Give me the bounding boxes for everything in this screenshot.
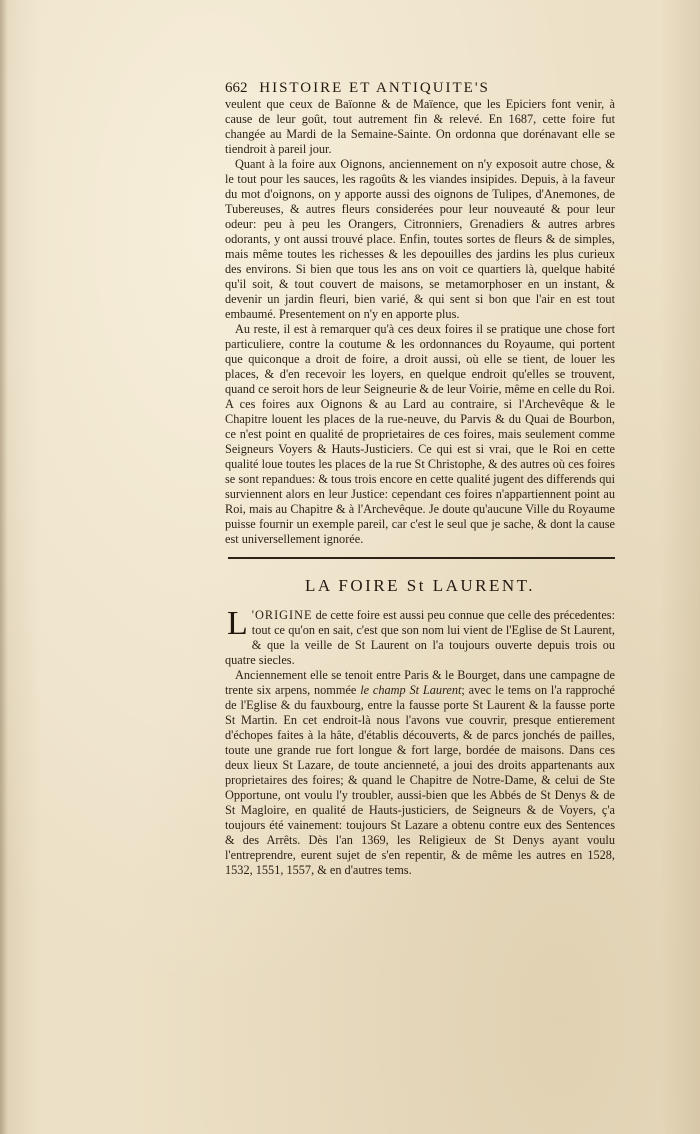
running-title: HISTOIRE ET ANTIQUITE'S — [259, 80, 490, 96]
running-head — [225, 80, 625, 97]
section-title: LA FOIRE St LAURENT. — [304, 576, 536, 595]
section-divider-rule — [228, 557, 615, 559]
page-number: 662 — [225, 80, 248, 96]
drop-cap: L — [227, 605, 248, 642]
italic-place-name: le champ St Laurent — [360, 683, 462, 697]
paragraph-anciennement-part2: ; avec le tems on l'a rapproché de l'Eglise & du fauxbourg, entre la fausse porte St Laurent & la fausse porte St Martin. En cet endroit-là nous l'avons vue couvrir, presque entierement d'échopes faites à la hâte, d'établis découverts, & de parcs jonchés de pailles, toute une grande rue fort longue & fort large, bordée de maisons. Dans ces deux lieux St Lazare, de toute ancienneté, a joui des droits appartenants aux proprietaires des foires; & quand le Chapitre de Notre-Dame, & celui de Ste Opportune, ont voulu l'y troubler, aussi-bien que les Abbés de St Denys & de St Magloire, en qualité de Hauts-justiciers, de Seigneurs & de Voyers, ç'a toujours été vainement: toujours St Lazare a obtenu contre eux des Sentences & des Arrêts. Dès l'an 1369, les Religieux de St Denys ayant voulu l'entreprendre, eurent sujet de s'en repentir, & de même les autres en 1528, 1532, 1551, 1557, & en d'autres tems. — [225, 683, 616, 877]
paragraph-origine-text: de cette foire est aussi peu connue que celle des précedentes: tout ce qu'on en sait, c'est que son nom lui vient de l'Eglise de St Laurent, & que la veille de St Laurent on l'a toujours ouverte depuis trois ou quatre siecles. — [225, 608, 615, 667]
paragraph-continuation: veulent que ceux de Baïonne & de Maïence, que les Epiciers font venir, à cause de leur goût, tout autrement fin & relevé. En 1687, cette foire fut changée au Mardi de la Semaine-Sainte. On ordonna que dorénavant elle se tiendroit à pareil jour. — [225, 97, 615, 156]
bottom-text-block — [225, 605, 616, 878]
paragraph-au-reste: Au reste, il est à remarquer qu'à ces deux foires il se pratique une chose fort particuliere, contre la coutume & les ordonnances du Royaume, qui portent que quiconque a droit de foire, a droit aussi, où elle se tient, de louer les places, & d'en recevoir les loyers, en quelque endroit qu'elles se trouvent, quand ce seroit hors de leur Seigneurie & de leur Voirie, même en celle du Roi. A ces foires aux Oignons & au Lard au contraire, si l'Archevêque & le Chapitre louent les places de la rue-neuve, du Parvis & du Quai de Bourbon, ce n'est point en qualité de proprietaires de ces foires, mais seulement comme Seigneurs Voyers & Hauts-Justiciers. Ce qui est si vrai, que le Roi en cette qualité loue toutes les places de la rue St Christophe, & des autres où ces foires se sont repandues: & tous trois encore en cette qualité jugent des differends qui surviennent alors en leur Justice: cependant ces foires n'appartiennent point au Roi, mais au Chapitre & à l'Archevêque. Je doute qu'aucune Ville du Royaume puisse fournir un exemple pareil, car c'est le seul que je sache, & dont la cause est universellement ignorée. — [225, 322, 615, 546]
paragraph-anciennement — [225, 668, 615, 878]
lead-word: 'ORIGINE — [251, 608, 313, 622]
page-edge-shadow — [0, 0, 8, 1134]
paragraph-foire-oignons: Quant à la foire aux Oignons, anciennement on n'y exposoit autre chose, & le tout pour les sauces, les ragoûts & les viandes insipides. Depuis, à la faveur du mot d'oignons, on y apporte aussi des oignons de Tulipes, d'Anemones, de Tubereuses, & autres fleurs considerées pour leur nouveauté & pour leur odeur: peu à peu les Orangers, Citronniers, Grenadiers & autres arbres odorants, y ont aussi trouvé place. Enfin, toutes sortes de fleurs & de simples, mais même toutes les richesses & les depouilles des jardins les plus curieux des environs. Si bien que tous les ans on voit ce quartiers là, quelque habité qu'il soit, & tout couvert de maisons, se metamorphoser en un instant, & devenir un jardin fleuri, bien varié, & qui sent si bon que l'air en est tout embaumé. Presentement on n'y en apporte plus. — [225, 157, 615, 321]
paragraph-origine — [225, 605, 615, 668]
paragraph-anciennement-part1: Anciennement elle se tenoit entre Paris & le Bourget, dans une campagne de trente six arpens, nommée — [225, 668, 615, 697]
top-text-block — [225, 97, 615, 547]
